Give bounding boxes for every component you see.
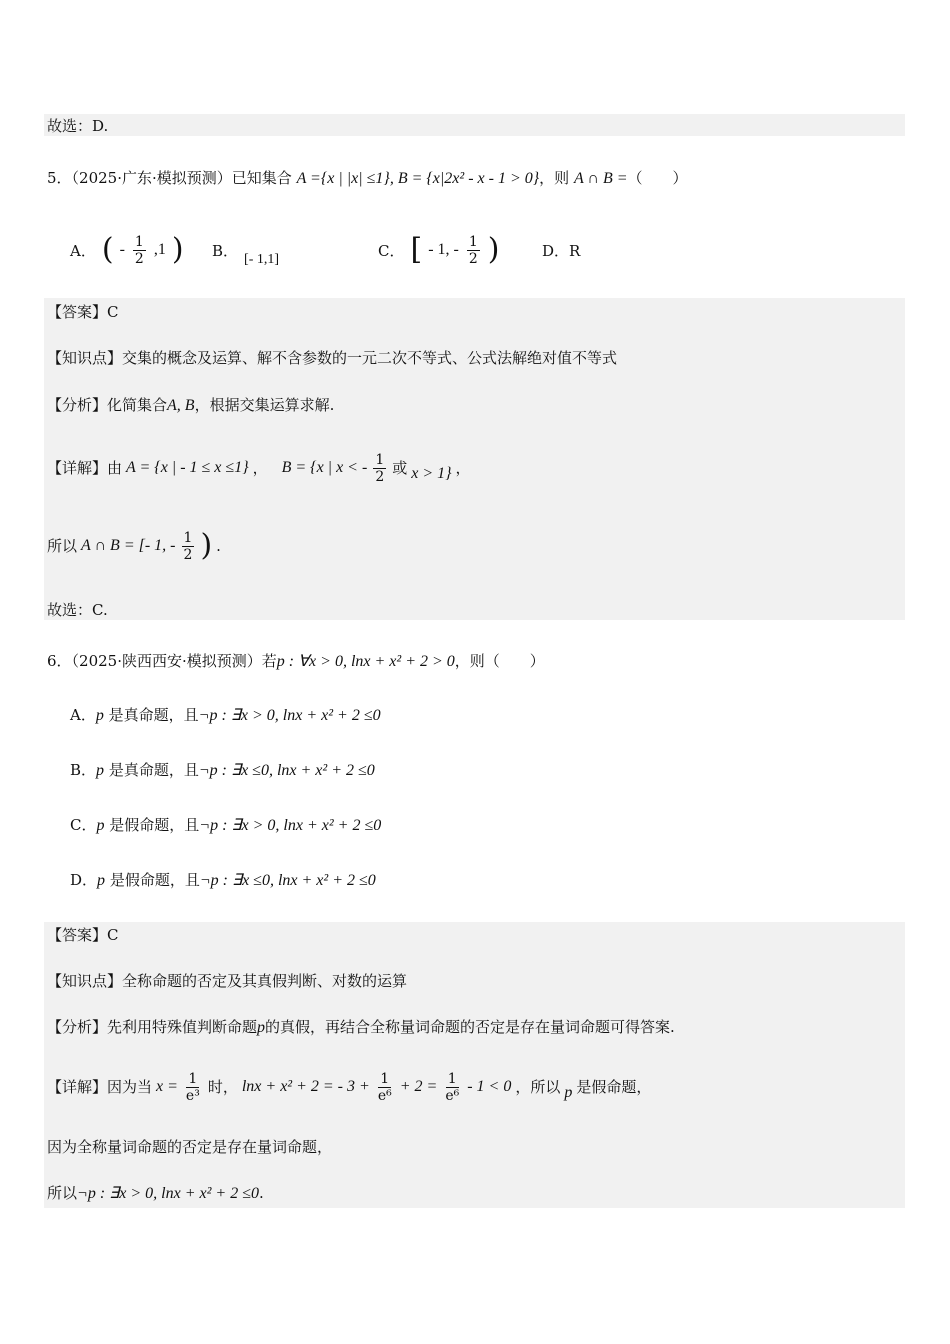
q5-lead: 已知集合 bbox=[231, 169, 292, 187]
q5-detail-comma: ， bbox=[252, 459, 268, 477]
q6-detail-calc-3: - 1 < 0 bbox=[467, 1078, 512, 1095]
q6-option-a-p: p bbox=[95, 707, 104, 724]
q5-options bbox=[0, 228, 950, 272]
q5-option-d-label: D．R bbox=[542, 241, 581, 260]
q6-final bbox=[47, 1183, 264, 1204]
q5-stem bbox=[47, 168, 688, 189]
q5-analysis-post: ，根据交集运算求解. bbox=[194, 396, 335, 414]
q6-detail-p: p bbox=[564, 1084, 573, 1101]
q6-option-d-negation: ¬p : ∃x ≤0, lnx + x² + 2 ≤0 bbox=[199, 872, 376, 889]
q5-so-fraction: $\frac{1}{2}$ bbox=[183, 529, 193, 563]
q5-detail-set-b-end: x > 1} bbox=[411, 465, 452, 482]
q5-number: 5． bbox=[47, 169, 72, 187]
q6-option-d[interactable] bbox=[70, 870, 376, 891]
q6-detail-when: 时， bbox=[207, 1078, 238, 1096]
q6-detail-pre: 【详解】因为当 bbox=[47, 1078, 153, 1096]
q6-option-c-label: C． bbox=[70, 816, 97, 834]
q5-so-expr: A ∩ B = [- 1, - bbox=[81, 537, 176, 554]
q6-option-c[interactable] bbox=[70, 815, 381, 836]
q6-detail-calc-1: lnx + x² + 2 = - 3 + bbox=[241, 1078, 370, 1095]
q6-detail-false: 是假命题， bbox=[576, 1078, 652, 1096]
q4-conclusion: 故选：D. bbox=[47, 117, 109, 135]
q5-option-a-right: ,1 bbox=[153, 241, 166, 258]
q5-so-end: . bbox=[216, 537, 221, 555]
q5-option-b[interactable] bbox=[212, 228, 279, 272]
q6-option-b-negation: ¬p : ∃x ≤0, lnx + x² + 2 ≤0 bbox=[198, 762, 375, 779]
q5-detail bbox=[47, 446, 471, 490]
q6-detail-calc-fraction-1: $\frac{1}{\text{e⁶}}$ bbox=[377, 1070, 392, 1104]
q6-option-c-desc: 是假命题，且 bbox=[109, 816, 200, 834]
q6-proposition: p : ∀x > 0, lnx + x² + 2 > 0 bbox=[276, 653, 455, 670]
q5-blank: （ ） bbox=[627, 169, 688, 187]
q6-option-d-p: p bbox=[97, 872, 106, 889]
q6-then: ，则（ ） bbox=[454, 652, 545, 670]
q5-knowledge: 【知识点】交集的概念及运算、解不含参数的一元二次不等式、公式法解绝对值不等式 bbox=[47, 349, 618, 367]
q6-detail-so: ，所以 bbox=[515, 1078, 561, 1096]
q5-option-a-left: - bbox=[119, 241, 125, 258]
q5-option-c-close: ) bbox=[487, 232, 500, 267]
q5-option-c-open: [ bbox=[410, 232, 423, 267]
q6-detail-x-fraction: $\frac{1}{\text{e³}}$ bbox=[185, 1070, 200, 1104]
q6-option-c-negation: ¬p : ∃x > 0, lnx + x² + 2 ≤0 bbox=[199, 817, 382, 834]
q6-analysis bbox=[47, 1017, 675, 1038]
q6-option-b[interactable] bbox=[70, 760, 375, 781]
q5-so-pre: 所以 bbox=[47, 537, 78, 555]
q6-final-end: . bbox=[258, 1184, 264, 1202]
q5-option-b-value: [- 1,1] bbox=[244, 252, 280, 267]
q5-option-a-close: ) bbox=[171, 232, 184, 267]
q6-knowledge: 【知识点】全称命题的否定及其真假判断、对数的运算 bbox=[47, 972, 408, 990]
q5-analysis bbox=[47, 395, 334, 416]
q6-detail-x: x = bbox=[156, 1078, 178, 1095]
q5-option-c[interactable] bbox=[378, 228, 500, 272]
q6-analysis-post: 的真假，再结合全称量词命题的否定是存在量词命题可得答案. bbox=[265, 1018, 675, 1036]
q5-option-c-label: C． bbox=[378, 241, 405, 260]
q5-source: （2025·广东·模拟预测） bbox=[71, 169, 232, 187]
q6-option-c-p: p bbox=[96, 817, 105, 834]
q5-analysis-pre: 【分析】化简集合 bbox=[47, 396, 168, 414]
q5-option-a-fraction: $\frac{1}{2}$ bbox=[134, 233, 144, 267]
q6-stem bbox=[47, 651, 545, 672]
q6-option-b-label: B． bbox=[70, 761, 97, 779]
q6-analysis-pre: 【分析】先利用特殊值判断命题 bbox=[47, 1018, 258, 1036]
q5-answer: 【答案】C bbox=[47, 303, 119, 321]
q5-option-c-fraction: $\frac{1}{2}$ bbox=[468, 233, 478, 267]
q6-option-b-p: p bbox=[96, 762, 105, 779]
q6-detail-calc-fraction-2: $\frac{1}{\text{e⁶}}$ bbox=[445, 1070, 460, 1104]
q6-analysis-p: p bbox=[257, 1019, 266, 1036]
q5-expression: A ∩ B = bbox=[573, 170, 628, 187]
q5-detail-set-a: A = {x | - 1 ≤ x ≤1} bbox=[126, 459, 249, 476]
q6-option-a-label: A． bbox=[70, 706, 96, 724]
q5-option-d[interactable] bbox=[542, 228, 580, 272]
q6-final-pre: 所以 bbox=[47, 1184, 78, 1202]
q6-option-b-desc: 是真命题，且 bbox=[108, 761, 199, 779]
q5-detail-or: 或 bbox=[392, 459, 408, 477]
q6-number: 6． bbox=[47, 652, 72, 670]
q5-detail-set-b: B = {x | x < - bbox=[281, 459, 368, 476]
q5-so-close: ) bbox=[200, 528, 213, 563]
q5-option-a[interactable] bbox=[70, 228, 184, 272]
q6-answer: 【答案】C bbox=[47, 926, 119, 944]
q5-detail-fraction: $\frac{1}{2}$ bbox=[375, 451, 385, 485]
q6-option-d-desc: 是假命题，且 bbox=[109, 871, 200, 889]
q5-detail-end: ， bbox=[455, 459, 471, 477]
q5-set-definition: A ={x | |x| ≤1}, B = {x|2x² - x - 1 > 0} bbox=[296, 170, 540, 187]
q5-option-b-label: B． bbox=[212, 241, 239, 260]
q5-analysis-sets: A, B bbox=[167, 397, 195, 414]
q6-detail-calc-2: + 2 = bbox=[399, 1078, 438, 1095]
q6-source: （2025·陕西西安·模拟预测） bbox=[71, 652, 262, 670]
q5-option-a-label: A． bbox=[70, 241, 96, 260]
q6-lead: 若 bbox=[261, 652, 277, 670]
q6-reason: 因为全称量词命题的否定是存在量词命题， bbox=[47, 1138, 333, 1156]
q6-option-a-desc: 是真命题，且 bbox=[108, 706, 199, 724]
q6-option-d-label: D． bbox=[70, 871, 98, 889]
q6-option-a-negation: ¬p : ∃x > 0, lnx + x² + 2 ≤0 bbox=[198, 707, 381, 724]
q4-solution-shade bbox=[44, 114, 905, 136]
q6-detail bbox=[47, 1064, 651, 1110]
q5-option-c-left: - 1, - bbox=[428, 241, 459, 258]
q5-then: ，则 bbox=[539, 169, 570, 187]
q6-final-expr: ¬p : ∃x > 0, lnx + x² + 2 ≤0 bbox=[77, 1185, 259, 1202]
q5-conclusion-expr bbox=[47, 524, 221, 568]
q5-conclusion: 故选：C. bbox=[47, 601, 108, 619]
q5-detail-pre: 【详解】由 bbox=[47, 459, 123, 477]
q5-option-a-open: ( bbox=[101, 232, 114, 267]
q6-option-a[interactable] bbox=[70, 705, 381, 726]
